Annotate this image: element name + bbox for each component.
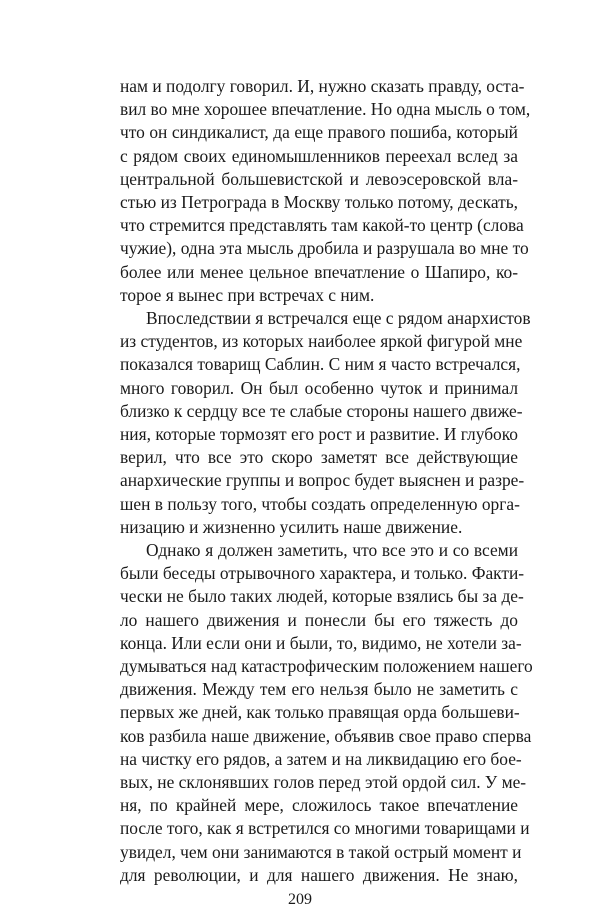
text-line: стью из Петрограда в Москву только потому, дескать, — [120, 192, 518, 212]
text-line: много говорил. Он был особенно чуток и принимал — [120, 377, 518, 398]
text-line: движения. Между тем его нельзя было не заметить с — [120, 679, 518, 700]
text-line: торое я вынес при встречах с ним. — [120, 284, 375, 305]
text-line: на чистку его рядов, а затем и на ликвидацию его бое- — [120, 748, 522, 769]
text-line: ния, которые тормозят его рост и развитие. И глубоко — [120, 424, 518, 444]
text-line: вых, не склонявших голов перед этой ордой сил. У ме- — [120, 772, 527, 792]
text-line: были беседы отрывочного характера, и только. Факти- — [120, 563, 525, 584]
text-line: более или менее цельное впечатление о Шапиро, ко- — [120, 261, 518, 282]
text-line: что стремится представлять там какой-то центр (слова — [120, 215, 524, 236]
page-number: 209 — [288, 891, 312, 908]
text-line: после того, как я встретился со многими товарищами и — [120, 818, 530, 839]
text-line: центральной большевистской и левоэсеровской вла- — [120, 168, 518, 189]
text-line: ло нашего движения и понесли бы его тяжесть до — [120, 609, 518, 630]
text-line: показался товарищ Саблин. С ним я часто встречался, — [120, 354, 521, 375]
text-line: близко к сердцу все те слабые стороны нашего движе- — [120, 400, 523, 421]
text-line: для революции, и для нашего движения. Не знаю, — [120, 864, 518, 885]
text-line: увидел, чем они занимаются в такой острый момент и — [120, 841, 522, 862]
text-line: вил во мне хорошее впечатление. Но одна мысль о том, — [120, 99, 531, 120]
text-line: низацию и жизненно усилить наше движение. — [120, 516, 463, 537]
text-line: из студентов, из которых наиболее яркой фигурой мне — [120, 331, 523, 352]
text-line: Впоследствии я встречался еще с рядом анархистов — [146, 308, 531, 328]
text-line: шен в пользу того, чтобы создать определенную орга- — [120, 493, 520, 514]
text-line: анархические группы и вопрос будет выяснен и разре- — [120, 470, 525, 491]
text-line: нам и подолгу говорил. И, нужно сказать правду, оста- — [120, 76, 525, 96]
text-line: верил, что все это скоро заметят все действующие — [120, 447, 518, 468]
text-line: Однако я должен заметить, что все это и со всеми — [146, 540, 518, 560]
text-line: ков разбила наше движение, объявив свое право сперва — [120, 725, 532, 746]
text-line: с рядом своих единомышленников переехал вслед за — [120, 145, 518, 166]
text-line: думываться над катастрофическим положением нашего — [120, 656, 533, 676]
text-line: первых же дней, как только правящая орда большеви- — [120, 702, 520, 723]
text-line: чужие), одна эта мысль дробила и разрушала во мне то — [120, 238, 529, 259]
text-line: что он синдикалист, да еще правого пошиба, который — [120, 122, 518, 143]
text-line: ня, по крайней мере, сложилось такое впечатление — [120, 795, 518, 816]
text-line: конца. Или если они и были, то, видимо, не хотели за- — [120, 632, 522, 653]
text-line: чески не было таких людей, которые взялись бы за де- — [120, 586, 524, 607]
